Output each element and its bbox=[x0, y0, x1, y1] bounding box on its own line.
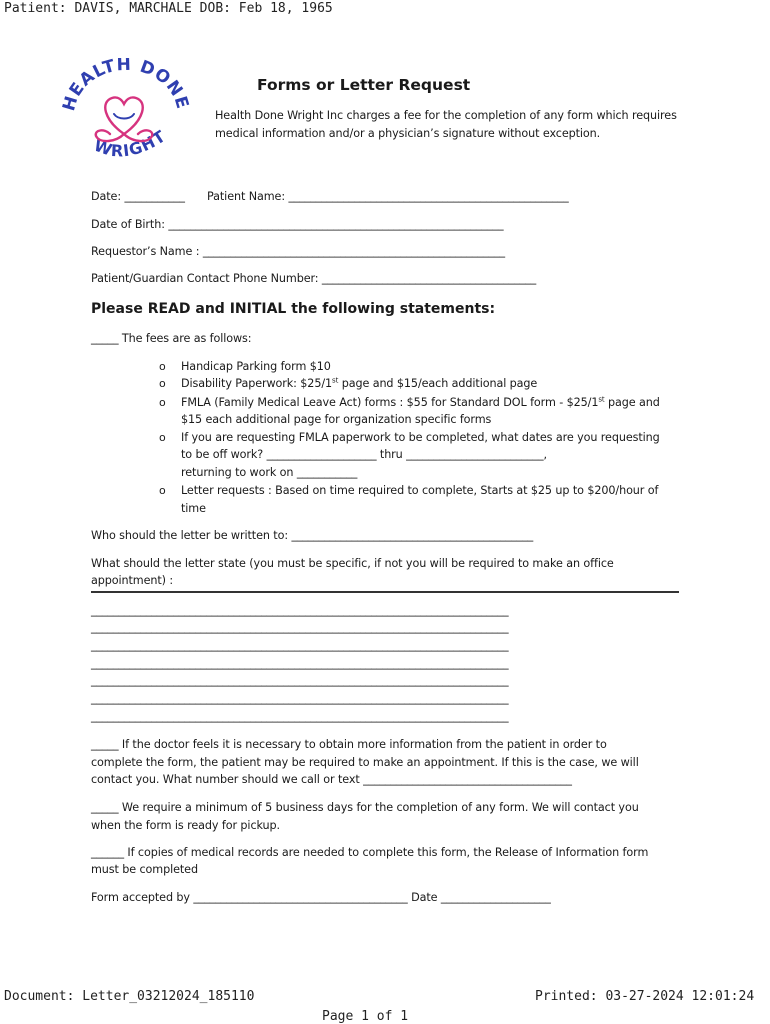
fee-letter: Letter requests : Based on time required to complete, Starts at $25 up to $200/hour of bbox=[181, 484, 659, 497]
letter-content-line[interactable]: ____________________________________________________________________________ bbox=[91, 639, 509, 652]
requestor-field[interactable]: Requestor’s Name : _______________________________________________________ bbox=[91, 245, 505, 258]
letter-content-line[interactable]: ____________________________________________________________________________ bbox=[91, 692, 509, 705]
fee-disability: Disability Paperwork: $25/1st page and $15/each additional page bbox=[181, 376, 538, 390]
intro-line-2: medical information and/or a physician’s signature without exception. bbox=[215, 127, 601, 140]
fee-fmla: FMLA (Family Medical Leave Act) forms : $55 for Standard DOL form - $25/1st page and bbox=[181, 395, 660, 409]
svg-text:HEALTH DONE bbox=[60, 58, 190, 113]
divider bbox=[91, 591, 679, 593]
letter-content-line[interactable]: ____________________________________________________________________________ bbox=[91, 657, 509, 670]
printed-timestamp: Printed: 03-27-2024 12:01:24 bbox=[535, 989, 755, 1004]
logo-top-text: HEALTH DON bbox=[60, 58, 187, 114]
fmla-dates-field[interactable]: to be off work? ____________________ thru _________________________, bbox=[181, 448, 547, 461]
bullet-icon: o bbox=[159, 431, 166, 444]
letter-content-prompt-2: appointment) : bbox=[91, 574, 174, 587]
bullet-icon: o bbox=[159, 360, 166, 373]
fee-fmla-line-2: $15 each additional page for organization specific forms bbox=[181, 413, 492, 426]
statements-heading: Please READ and INITIAL the following statements: bbox=[91, 301, 496, 317]
clinic-logo bbox=[60, 58, 190, 176]
records-copies-line-2: must be completed bbox=[91, 863, 198, 876]
records-copies-initial[interactable]: ______ If copies of medical records are needed to complete this form, the Release of Information form bbox=[91, 846, 649, 859]
document-id: Document: Letter_03212024_185110 bbox=[4, 989, 255, 1004]
letter-content-line[interactable]: ____________________________________________________________________________ bbox=[91, 710, 509, 723]
intro-line-1: Health Done Wright Inc charges a fee for the completion of any form which requires bbox=[215, 109, 677, 122]
doctor-info-initial[interactable]: _____ If the doctor feels it is necessary to obtain more information from the patient in order to bbox=[91, 738, 607, 751]
bullet-icon: o bbox=[159, 484, 166, 497]
phone-field[interactable]: Patient/Guardian Contact Phone Number: _______________________________________ bbox=[91, 272, 537, 285]
bullet-icon: o bbox=[159, 377, 166, 390]
bullet-icon: o bbox=[159, 396, 166, 409]
letter-recipient-field[interactable]: Who should the letter be written to: ____________________________________________ bbox=[91, 529, 534, 542]
logo-bottom-text: WRIGHT bbox=[91, 126, 170, 161]
dob-field[interactable]: Date of Birth: _____________________________________________________________ bbox=[91, 218, 504, 231]
heart-icon bbox=[96, 97, 153, 141]
patient-name-field[interactable]: Patient Name: ___________________________________________________ bbox=[207, 190, 569, 203]
letter-content-line[interactable]: ____________________________________________________________________________ bbox=[91, 674, 509, 687]
minimum-days-initial[interactable]: _____ We require a minimum of 5 business days for the completion of any form. We will contact you bbox=[91, 801, 639, 814]
letter-content-line[interactable]: ____________________________________________________________________________ bbox=[91, 621, 509, 634]
date-field[interactable]: Date: ___________ bbox=[91, 190, 185, 203]
fee-handicap: Handicap Parking form $10 bbox=[181, 360, 331, 373]
contact-number-field[interactable]: contact you. What number should we call or text ______________________________________ bbox=[91, 773, 572, 786]
letter-content-line[interactable]: ____________________________________________________________________________ bbox=[91, 604, 509, 617]
minimum-days-line-2: when the form is ready for pickup. bbox=[91, 819, 280, 832]
fees-initial-line[interactable]: _____ The fees are as follows: bbox=[91, 332, 252, 345]
return-to-work-field[interactable]: returning to work on ___________ bbox=[181, 466, 358, 479]
page-number: Page 1 of 1 bbox=[322, 1009, 409, 1024]
patient-header: Patient: DAVIS, MARCHALE DOB: Feb 18, 1965 bbox=[4, 1, 333, 16]
form-accepted-field[interactable]: Form accepted by _______________________________________ Date ____________________ bbox=[91, 891, 551, 904]
form-title: Forms or Letter Request bbox=[257, 76, 471, 94]
fmla-dates-line-1: If you are requesting FMLA paperwork to be completed, what dates are you requesting bbox=[181, 431, 660, 444]
letter-content-prompt: What should the letter state (you must be specific, if not you will be required to make an office bbox=[91, 557, 614, 570]
fee-letter-line-2: time bbox=[181, 502, 206, 515]
doctor-info-line-2: complete the form, the patient may be required to make an appointment. If this is the case, we will bbox=[91, 756, 639, 769]
